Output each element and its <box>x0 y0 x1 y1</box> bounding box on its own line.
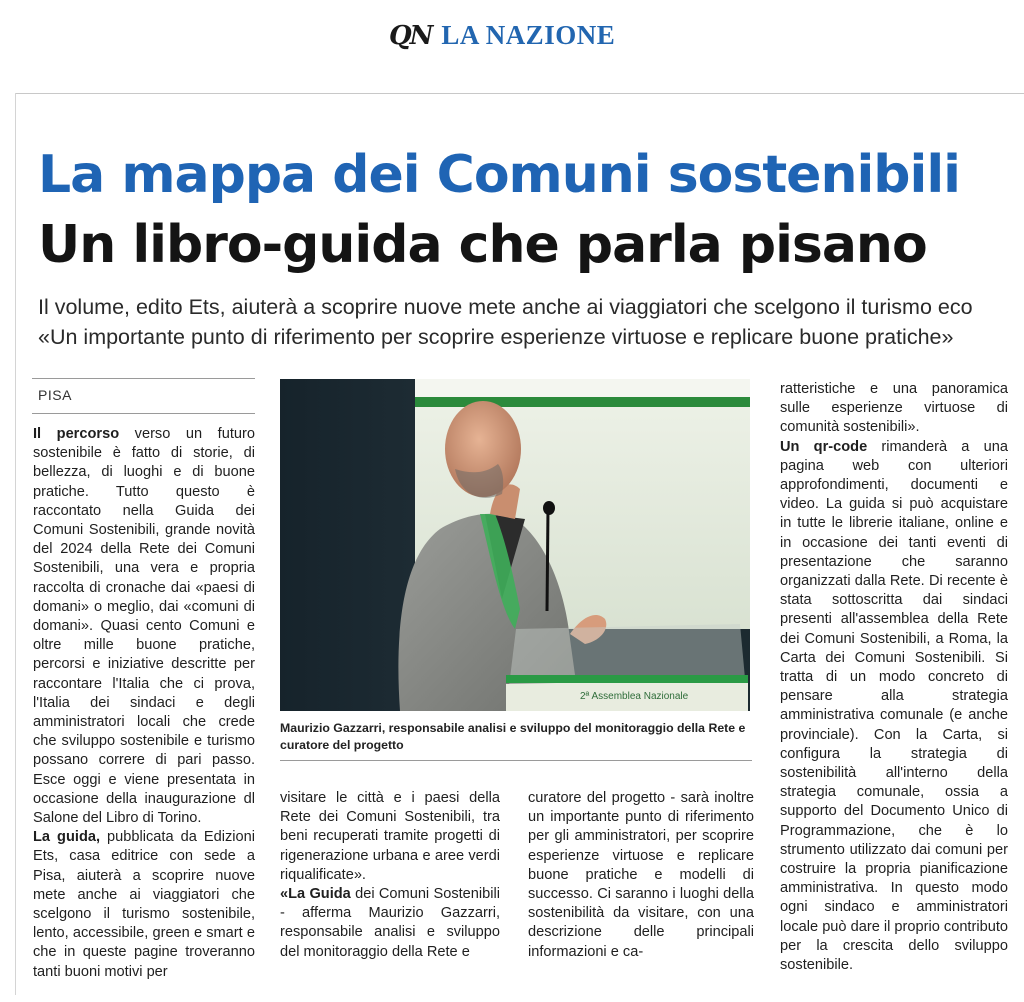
paragraph-text: curatore del progetto - sarà inoltre un importante punto di riferimento per gli amministratori, per scoprire esperienze virtuose e replicare buone pratiche e modelli di successo. Ci saranno i luoghi della sostenibilità da visitare, con una descrizione delle principali informazioni e ca- <box>528 790 754 960</box>
subheading-2: «Un importante punto di riferimento per scoprire esperienze virtuose e replicare buone pratiche» <box>38 325 954 349</box>
page-bottom <box>0 995 1024 1002</box>
photo-banner-text: 2ª Assemblea Nazionale <box>580 691 689 702</box>
paragraph-lead: Un qr-code <box>780 438 868 455</box>
paragraph-text: verso un futuro sostenibile è fatto di storie, di bellezza, di luoghi e di buone pratiche. Tutto questo è raccontato nella Guida dei Comuni Sostenibili, grande novità del 2024 della Rete dei Comuni Sostenibili, una vera e propria raccolta di cronache dai «paesi di domani» o meglio, dai «comuni di domani». Quasi cento Comuni e oltre mille buone pratiche, percorsi e iniziative descritte per raccontare l'Italia che ci prova, l'Italia dei sindaci e degli amministratori locali che crede che sviluppo sostenibile e turismo possano correre di pari passo. Esce oggi e viene presentata in occasione della inaugurazione dl Salone del Libro di Torino. <box>33 426 255 827</box>
newspaper-name: LA NAZIONE <box>441 20 616 50</box>
paragraph-text: visitare le città e i paesi della Rete dei Comuni Sostenibili, tra beni recuperati tramite progetti di rigenerazione urbana e aree verdi riqualificate». <box>280 790 500 883</box>
paragraph <box>280 885 500 962</box>
headline-line-2: Un libro-guida che parla pisano <box>38 215 927 275</box>
masthead <box>0 0 1024 90</box>
paragraph-text: dei Comuni Sostenibili - afferma Maurizio Gazzarri, responsabile analisi e sviluppo del monitoraggio della Rete e <box>280 886 500 960</box>
newspaper-logo <box>389 20 615 51</box>
paragraph-lead: La guida, <box>33 829 101 846</box>
article-column-2 <box>280 789 500 962</box>
paragraph-lead: Il percorso <box>33 426 120 442</box>
paragraph-lead: «La Guida <box>280 886 351 903</box>
paragraph-text: rimanderà a una pagina web con ulteriori approfondimenti, documenti e video. La guida si può acquistare in tutte le librerie italiane, online e in occasione dei tanti eventi di presentazione che saranno organizzati dalla Rete. Di recente è stata sottoscritta dai sindaci presenti all'assemblea della Rete dei Comuni Sostenibili, a Roma, la Carta dei Comuni Sostenibili. Si tratta di un modo concreto di pensare alla strategia amministrativa comunale (e anche provinciale). Con la Carta, si configura la strategia di sostenibilità all'interno della strategia comunale, ossia a supporto del Documento Unico di Programmazione, che è lo strumento utilizzato dai comuni per costruire la propria pianificazione amministrativa. In questo modo ogni sindaco e amministratori locale può dare il proprio contributo per la crescita dello sviluppo sostenibile. <box>780 438 1008 974</box>
photo-caption: Maurizio Gazzarri, responsabile analisi e sviluppo del monitoraggio della Rete e curatore del progetto <box>280 721 746 752</box>
dateline-rule-top <box>32 378 255 379</box>
caption-rule <box>280 760 752 761</box>
paragraph-text: pubblicata da Edizioni Ets, casa editrice con sede a Pisa, aiuterà a scoprire nuove mete anche ai viaggiatori che scelgono il turismo sostenibile, lento, accessibile, green e smart e che in queste pagine troveranno tanti buoni motivi per <box>33 829 255 980</box>
paragraph <box>780 380 1008 438</box>
paragraph <box>33 425 255 828</box>
dateline-rule-bottom <box>32 413 255 414</box>
paragraph <box>528 789 754 962</box>
article-column-1 <box>33 425 255 982</box>
article-column-4 <box>780 380 1008 975</box>
paragraph-text: ratteristiche e una panoramica sulle esperienze virtuose di comunità sostenibili». <box>780 381 1008 436</box>
article-column-3 <box>528 789 754 962</box>
article-photo <box>280 379 750 711</box>
headline-line-1: La mappa dei Comuni sostenibili <box>38 145 960 205</box>
subheading-1: Il volume, edito Ets, aiuterà a scoprire nuove mete anche ai viaggiatori che scelgono il turismo eco <box>38 295 973 319</box>
qn-logo-text: QN <box>389 21 432 51</box>
paragraph <box>780 438 1008 976</box>
paragraph <box>33 828 255 982</box>
speaker-photo-illustration <box>280 379 750 711</box>
frame-top-border <box>15 93 1024 94</box>
dateline: PISA <box>38 387 72 403</box>
paragraph <box>280 789 500 885</box>
frame-left-border <box>15 93 16 1002</box>
